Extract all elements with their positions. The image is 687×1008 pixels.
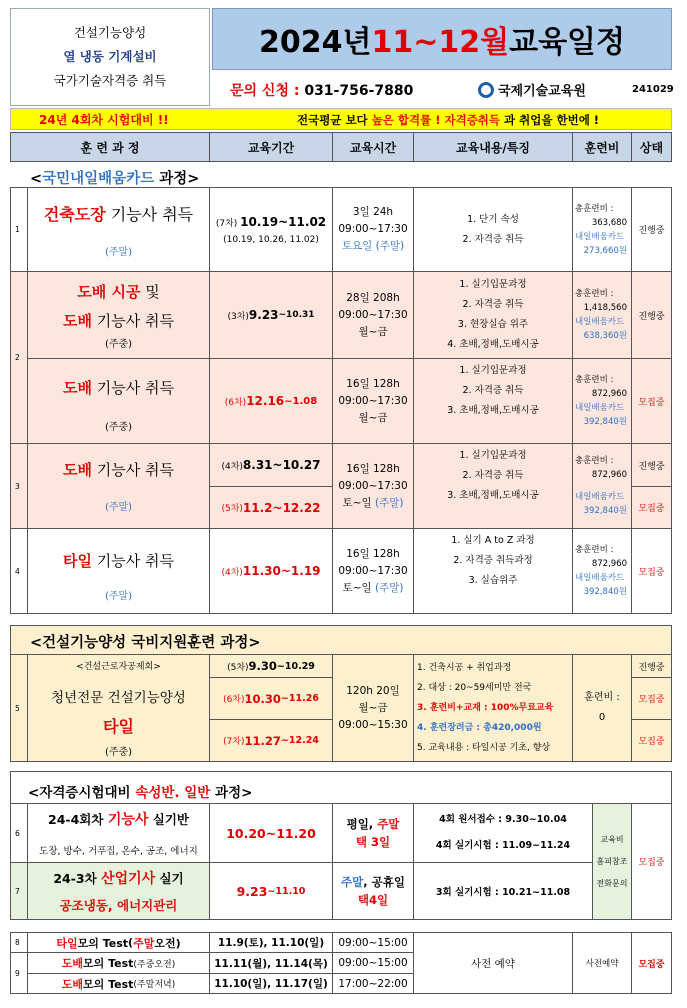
mock3-red: 도배 xyxy=(61,977,84,991)
row1-feature-2: 2. 자격증 취득 xyxy=(462,233,524,245)
row5-status-3: 모집중 xyxy=(631,719,672,762)
row3-feature-2: 2. 자격증 취득 xyxy=(462,470,524,481)
row2a-period-a: (3차) xyxy=(227,311,249,322)
row4-period xyxy=(209,528,333,614)
banner-right xyxy=(297,112,599,128)
row2b-course-rest: 기능사 취득 xyxy=(91,379,174,397)
row2a-feature-3: 3. 현장실습 위주 xyxy=(457,319,529,330)
row5-feature-2: 2. 대상 : 20~59세미만 전국 xyxy=(417,683,532,693)
row2b-course-red: 도배 xyxy=(63,379,92,397)
row9-num: 9 xyxy=(10,952,28,994)
section3-red: 속성반. 일반 xyxy=(135,785,211,801)
row6-info xyxy=(413,803,593,863)
row1-time xyxy=(332,187,414,272)
header-left-box xyxy=(10,8,210,106)
mock2-rest: 모의 Test xyxy=(83,957,134,970)
row2b-period xyxy=(209,358,333,444)
row2a-card-amount: 638,360원 xyxy=(583,331,627,341)
mock-test-1 xyxy=(27,932,210,953)
section1-title xyxy=(30,167,199,188)
row3-course xyxy=(27,443,210,529)
row7-l1-c: 실기 xyxy=(155,871,184,886)
row2a-time-a: 28일 208h xyxy=(346,291,400,304)
row4-num: 4 xyxy=(10,528,28,614)
row1-status: 진행중 xyxy=(631,187,672,272)
row6-time-b: 주말 xyxy=(377,817,400,831)
org-logo xyxy=(478,80,586,99)
row6-time-c: 택 3일 xyxy=(355,835,391,849)
row2a-period xyxy=(209,271,333,359)
row1-course-rest: 기능사 취득 xyxy=(105,204,194,224)
row2b-feature-2: 2. 자격증 취득 xyxy=(462,385,524,396)
mock1-red: 타일 xyxy=(56,936,78,950)
row6-time-l1 xyxy=(347,815,400,833)
mock1-paren-c: 오전) xyxy=(154,936,181,950)
row3-time-b: 09:00~17:30 xyxy=(338,479,408,492)
row1-period-b: 10.19~11.02 xyxy=(240,214,327,229)
row7-period-b: ~11.10 xyxy=(267,885,306,897)
row1-sub: (주말) xyxy=(104,246,133,258)
row3-status-2: 모집중 xyxy=(631,486,672,529)
row4-features xyxy=(413,528,573,614)
section1-title-rest: 과정> xyxy=(154,171,200,187)
row2a-l2-rest: 기능사 취득 xyxy=(91,311,174,330)
row4-sub: (주말) xyxy=(104,591,133,602)
row5-feature-4: 4. 훈련장려금 : 총420,000원 xyxy=(417,723,542,733)
row6-time-a: 평일, xyxy=(346,817,378,831)
row4-fee-total: 872,960 xyxy=(591,559,627,569)
row3-feature-1: 1. 실기입문과정 xyxy=(459,450,527,461)
row2b-time-b: 09:00~17:30 xyxy=(338,394,408,407)
section1-open: < xyxy=(30,171,43,187)
col-period: 교육기간 xyxy=(209,132,333,162)
row4-course-rest: 기능사 취득 xyxy=(91,552,174,570)
row4-time-b: 09:00~17:30 xyxy=(338,564,408,577)
row3-status-1: 진행중 xyxy=(631,443,672,487)
row5-p2-c: ~11.26 xyxy=(280,693,319,704)
row3-num: 3 xyxy=(10,443,28,529)
row2a-status: 진행중 xyxy=(631,271,672,359)
mock2-red: 도배 xyxy=(61,957,84,970)
row4-period-a: (4차) xyxy=(221,567,243,578)
row6-l1-b: 기능사 xyxy=(107,812,149,828)
row1-period-a: (7차) xyxy=(215,218,241,229)
row2a-sub: (주중) xyxy=(104,338,133,350)
row4-feature-2: 2. 자격증 취득과정 xyxy=(453,555,533,566)
row6-time xyxy=(332,803,414,863)
row7-info: 3회 실기시험 : 10.21~11.08 xyxy=(413,862,593,920)
row4-course xyxy=(27,528,210,614)
row2b-time xyxy=(332,358,414,444)
row3-period-2 xyxy=(209,486,333,529)
row3-time-a: 16일 128h xyxy=(346,462,400,475)
row4-feature-3: 3. 실습위주 xyxy=(468,575,518,586)
row8-num: 8 xyxy=(10,932,28,953)
row3-course-red: 도배 xyxy=(63,461,92,479)
mock1-date: 11.9(토), 11.10(일) xyxy=(209,932,333,953)
row7-course-l1 xyxy=(53,868,183,888)
row4-course-red: 타일 xyxy=(63,552,92,570)
row5-time xyxy=(332,654,414,762)
row6-info-2: 4회 실기시험 : 11.09~11.24 xyxy=(435,840,571,851)
row5-num: 5 xyxy=(10,654,28,762)
row2b-time-c: 월~금 xyxy=(358,411,388,424)
row4-time xyxy=(332,528,414,614)
row5-feature-1: 1. 건축시공 + 취업과정 xyxy=(417,663,512,673)
mock3-time: 17:00~22:00 xyxy=(332,973,414,994)
row7-num: 7 xyxy=(10,862,28,920)
row2b-period-a: (6차) xyxy=(224,397,247,408)
contact-phone[interactable]: 031-756-7880 xyxy=(304,83,414,99)
row3-course-rest: 기능사 취득 xyxy=(91,461,174,479)
mock3-rest: 모의 Test xyxy=(83,977,134,991)
row1-feature-1: 1. 단기 속성 xyxy=(467,213,519,225)
section3-title xyxy=(28,781,252,801)
row2b-feature-1: 1. 실기입문과정 xyxy=(459,365,527,376)
row4-fee-label: 총훈련비 : xyxy=(575,545,614,555)
row6-course-l1 xyxy=(48,809,189,829)
mock-status: 모집중 xyxy=(631,932,672,994)
mock3-date: 11.10(일), 11.17(일) xyxy=(209,973,333,994)
contact-label: 문의 신청 : xyxy=(230,83,305,99)
row7-l1-a: 24-3차 xyxy=(53,871,102,886)
row5-course xyxy=(27,654,210,762)
row5-course-l1: 청년전문 건설기능양성 xyxy=(51,690,186,706)
row1-card-amount: 273,660원 xyxy=(583,245,627,256)
row7-time-a: 주말 xyxy=(341,875,364,889)
section3-close: 과정> xyxy=(210,785,253,801)
mock2-paren: (주중오전) xyxy=(133,959,176,970)
row3-time-c xyxy=(343,495,404,512)
row5-time-b: 월~금 xyxy=(358,701,388,714)
title-months: 11~12월 xyxy=(371,25,510,60)
row4-card-amount: 392,840원 xyxy=(583,587,627,597)
row3-fee xyxy=(572,443,632,529)
row5-p3-b: 11.27 xyxy=(244,733,281,748)
row2b-course-title xyxy=(63,377,174,398)
row3-period2-b: 11.2~12.22 xyxy=(242,500,321,515)
row3-time xyxy=(332,443,414,529)
row1-course-red: 건축도장 xyxy=(43,204,106,224)
row2b-features xyxy=(413,358,573,444)
mock1-paren-b: 주말 xyxy=(133,936,155,950)
row5-sub: (주중) xyxy=(104,747,133,758)
row2a-feature-4: 4. 초배,정배,도배시공 xyxy=(447,339,539,350)
row1-fee xyxy=(572,187,632,272)
section3-open: <자격증시험대비 xyxy=(28,785,136,801)
row2b-sub: (주중) xyxy=(104,422,133,433)
col-status: 상태 xyxy=(631,132,672,162)
row7-period-a: 9.23 xyxy=(236,883,268,899)
row5-period-3 xyxy=(209,719,333,762)
banner-right-d: 과 취업을 한번에 ! xyxy=(500,113,600,127)
mock3-paren: (주말저녁) xyxy=(133,980,176,990)
row2a-l1-red: 도배 시공 xyxy=(77,282,141,301)
row3-card-label: 내일배움카드 xyxy=(575,492,625,502)
mock-test-3 xyxy=(27,973,210,994)
row5-tag: <건설근로자공제회> xyxy=(76,662,161,672)
row2b-card-amount: 392,840원 xyxy=(583,417,627,427)
row4-time-c xyxy=(343,580,404,597)
row5-feature-3: 3. 훈련비+교재 : 100%무료교육 xyxy=(417,703,554,713)
row6-l1-a: 24-4회차 xyxy=(48,812,108,827)
row3-course-title xyxy=(63,459,174,480)
col-fee: 훈련비 xyxy=(572,132,632,162)
row2a-features xyxy=(413,271,573,359)
row2b-card-label: 내일배움카드 xyxy=(575,403,625,413)
row2a-l1-rest: 및 xyxy=(140,282,160,301)
contact-info xyxy=(230,80,413,100)
row2a-feature-1: 1. 실기입문과정 xyxy=(459,279,527,290)
row2-num: 2 xyxy=(10,271,28,444)
header-line-3: 국가기술자격증 취득 xyxy=(53,73,167,88)
row6-course xyxy=(27,803,210,863)
row2a-period-c: ~10.31 xyxy=(278,310,315,320)
row2a-course-l2 xyxy=(63,310,174,331)
row2a-feature-2: 2. 자격증 취득 xyxy=(462,299,524,310)
row1-period-main xyxy=(216,215,326,229)
title-suffix: 교육일정 xyxy=(509,25,626,60)
banner-right-b: 높은 합격률 ! xyxy=(371,113,441,127)
row2b-fee-label: 총훈련비 : xyxy=(575,375,614,385)
row6-info-1: 4회 원서접수 : 9.30~10.04 xyxy=(439,814,567,825)
row4-period-b: 11.30~1.19 xyxy=(242,564,321,578)
header-line-1: 건설기능양성 xyxy=(73,25,147,40)
row1-period-note: (10.19, 10.26, 11.02) xyxy=(223,234,319,245)
row5-fee-value: 0 xyxy=(598,712,606,723)
row1-period xyxy=(209,187,333,272)
row3-period1-b: 8.31~10.27 xyxy=(242,458,321,472)
banner xyxy=(10,108,672,130)
row1-fee-label: 총훈련비 : xyxy=(575,203,614,214)
row2b-course xyxy=(27,358,210,444)
mock1-paren-a: ( xyxy=(128,936,134,949)
row3-card-amount: 392,840원 xyxy=(583,506,627,516)
mock1-time: 09:00~15:00 xyxy=(332,932,414,953)
row2a-course xyxy=(27,271,210,359)
row6-num: 6 xyxy=(10,803,28,863)
org-logo-icon xyxy=(478,82,494,98)
section1-title-blue: 국민내일배움카드 xyxy=(42,171,155,187)
row2b-fee-total: 872,960 xyxy=(591,389,627,399)
row2b-status: 모집중 xyxy=(631,358,672,444)
row3-period1-a: (4차) xyxy=(221,461,243,472)
row7-l1-b: 산업기사 xyxy=(101,871,156,887)
row3-feature-3: 3. 초배,정배,도배시공 xyxy=(447,490,539,501)
row3-period-1 xyxy=(209,443,333,487)
row3-sub: (주말) xyxy=(104,502,133,513)
row1-time-c xyxy=(342,238,404,255)
mock1-rest: 모의 Test xyxy=(77,936,129,950)
row1-course-title xyxy=(44,202,193,225)
col-time: 교육시간 xyxy=(332,132,414,162)
col-content: 교육내용/특징 xyxy=(413,132,573,162)
row7-course xyxy=(27,862,210,920)
mock-reserve: 사전 예약 xyxy=(413,932,573,994)
row2a-fee-total: 1,418,560 xyxy=(583,303,627,313)
section3-fee-2: 홈피참조 xyxy=(596,856,628,866)
row5-status-1: 진행중 xyxy=(631,654,672,678)
row7-time-b: , 공휴일 xyxy=(363,875,405,889)
row3-time-c1: 토~일 xyxy=(342,496,375,509)
row5-course-l2: 타일 xyxy=(103,717,134,736)
row4-time-a: 16일 128h xyxy=(346,547,400,560)
row5-p1-c: ~10.29 xyxy=(276,660,315,672)
section3-fee xyxy=(592,803,632,920)
section2-title: <건설기능양성 국비지원훈련 과정> xyxy=(30,635,261,651)
banner-right-c: 자격증취득 xyxy=(440,113,501,127)
row2a-time xyxy=(332,271,414,359)
row1-card-label: 내일배움카드 xyxy=(575,231,625,242)
row5-feature-5: 5. 교육내용 : 타일시공 기초, 향상 xyxy=(417,743,551,753)
row5-p2-b: 10.30 xyxy=(244,691,281,706)
row1-time-d: (주말) xyxy=(375,240,405,252)
row2b-fee xyxy=(572,358,632,444)
row2a-card-label: 내일배움카드 xyxy=(575,317,625,327)
row1-time-a: 3일 24h xyxy=(352,206,394,218)
row4-card-label: 내일배움카드 xyxy=(575,573,625,583)
col-course: 훈 련 과 정 xyxy=(10,132,210,162)
row7-time xyxy=(332,862,414,920)
row7-time-l1 xyxy=(341,873,405,891)
row3-features xyxy=(413,443,573,529)
row2a-fee xyxy=(572,271,632,359)
row4-course-title xyxy=(63,550,174,571)
row7-time-c: 택4일 xyxy=(357,893,389,907)
row1-time-c1: 토요일 xyxy=(341,240,376,252)
row5-time-c: 09:00~15:30 xyxy=(338,718,408,731)
mock-test-2 xyxy=(27,952,210,974)
row1-time-b: 09:00~17:30 xyxy=(338,223,408,235)
mock-fee: 사전예약 xyxy=(572,932,632,994)
row4-fee xyxy=(572,528,632,614)
title-year: 2024년 xyxy=(258,25,372,60)
section3-fee-1: 교육비 xyxy=(600,834,624,844)
row4-time-c1: 토~일 xyxy=(342,581,375,594)
row5-period-2 xyxy=(209,677,333,720)
row3-time-d: (주말) xyxy=(374,496,404,509)
row5-p3-c: ~12.24 xyxy=(280,735,319,746)
row6-l1-c: 실기반 xyxy=(148,812,189,827)
row5-p1-b: 9.30 xyxy=(248,659,277,673)
row2a-fee-label: 총훈련비 : xyxy=(575,289,614,299)
row5-p1-a: (5차) xyxy=(227,662,249,673)
row5-p2-a: (6차) xyxy=(223,695,245,705)
row2a-time-b: 09:00~17:30 xyxy=(338,308,408,321)
row1-features xyxy=(413,187,573,272)
row7-period xyxy=(209,862,333,920)
header-line-2: 열 냉동 기계설비 xyxy=(63,49,157,64)
row6-period: 10.20~11.20 xyxy=(209,803,333,863)
page-title xyxy=(212,8,672,70)
row3-period2-a: (5차) xyxy=(221,504,243,514)
row5-status-2: 모집중 xyxy=(631,677,672,720)
row5-features xyxy=(413,654,573,762)
row3-fee-label: 총훈련비 : xyxy=(575,456,614,466)
section3-status: 모집중 xyxy=(631,803,672,920)
row2b-time-a: 16일 128h xyxy=(346,377,400,390)
row5-period-1 xyxy=(209,654,333,678)
row2a-l2-red: 도배 xyxy=(63,311,92,330)
row2b-feature-3: 3. 초배,정배,도배시공 xyxy=(447,405,539,416)
row4-time-d: (주말) xyxy=(374,581,404,594)
row1-num: 1 xyxy=(10,187,28,272)
row2b-period-c: ~1.08 xyxy=(284,395,318,407)
section3-fee-3: 전화문의 xyxy=(596,878,628,888)
row2a-period-b: 9.23 xyxy=(248,308,279,322)
row6-course-l2: 도장, 방수, 거푸집, 온수, 공조, 에너지 xyxy=(39,846,198,857)
mock2-time: 09:00~15:00 xyxy=(332,952,414,974)
row2a-course-l1 xyxy=(77,281,159,302)
doc-code: 241029 xyxy=(632,84,674,95)
row3-fee-total: 872,960 xyxy=(591,470,627,480)
row1-fee-total: 363,680 xyxy=(591,217,627,228)
banner-left: 24년 4회차 시험대비 !! xyxy=(39,113,169,127)
row7-course-l2: 공조냉동, 에너지관리 xyxy=(59,898,178,913)
row2b-period-b: 12.16 xyxy=(246,394,285,408)
row2a-time-c: 월~금 xyxy=(358,325,388,338)
row1-course xyxy=(27,187,210,272)
org-name: 국제기술교육원 xyxy=(498,84,586,99)
row5-fee-label: 훈련비 : xyxy=(584,692,620,703)
row4-status: 모집중 xyxy=(631,528,672,614)
row4-feature-1: 1. 실기 A to Z 과정 xyxy=(451,535,535,546)
mock2-date: 11.11(월), 11.14(목) xyxy=(209,952,333,974)
row5-time-a: 120h 20일 xyxy=(346,684,400,697)
banner-right-a: 전국평균 보다 xyxy=(297,113,372,127)
row5-fee xyxy=(572,654,632,762)
row5-p3-a: (7차) xyxy=(223,737,245,747)
